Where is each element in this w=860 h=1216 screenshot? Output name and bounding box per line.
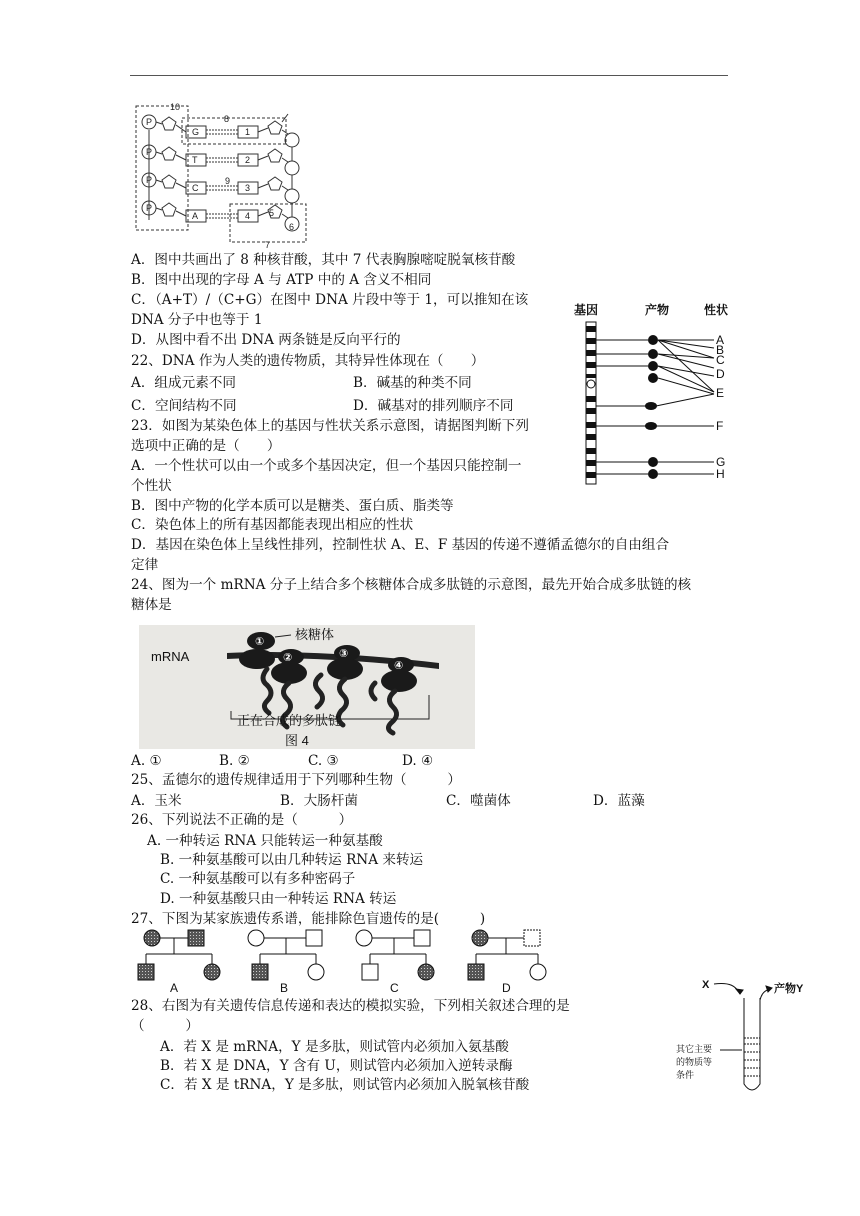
- ribosome-1: ①: [255, 636, 265, 648]
- callout-6: 6: [289, 222, 295, 232]
- polypeptide-label: 正在合成的多肽链: [237, 713, 342, 728]
- ribosome-2: ②: [283, 652, 293, 664]
- trait-h: H: [716, 467, 725, 481]
- q26-option-d: D. 一种氨基酸只由一种转运 RNA 转运: [160, 891, 397, 907]
- q25-option-b: B．大肠杆菌: [280, 793, 358, 809]
- q26-option-a: A. 一种转运 RNA 只能转运一种氨基酸: [147, 833, 383, 849]
- q23-option-d: D．基因在染色体上呈线性排列，控制性状 A、E、F 基因的传递不遵循孟德尔的自由组合: [131, 537, 670, 553]
- phosphate-label: P: [146, 175, 153, 185]
- base-2: 2: [245, 155, 251, 165]
- pedigree-label-d: D: [502, 981, 511, 992]
- q21-option-b: B．图中出现的字母 A 与 ATP 中的 A 含义不相同: [131, 272, 432, 288]
- ribosome-4: ④: [394, 660, 404, 672]
- trait-d: D: [716, 367, 725, 381]
- side-label-3: 条件: [676, 1070, 695, 1080]
- x-label: X: [702, 979, 710, 991]
- q21-option-a: A．图中共画出了 8 种核苷酸，其中 7 代表胸腺嘧啶脱氧核苷酸: [131, 252, 516, 268]
- callout-10: 10: [170, 102, 181, 112]
- callout-7: 7: [265, 240, 271, 250]
- q22-option-b: B．碱基的种类不同: [353, 375, 472, 391]
- q24-option-a: A. ①: [131, 753, 162, 769]
- q22-stem: 22、DNA 作为人类的遗传物质，其特异性体现在（ ）: [131, 353, 485, 369]
- y-label: 产物Y: [774, 983, 804, 995]
- callout-9: 9: [225, 176, 231, 186]
- q23-option-a: A．一个性状可以由一个或多个基因决定，但一个基因只能控制一: [131, 458, 522, 474]
- q22-option-c: C．空间结构不同: [131, 398, 237, 414]
- q24-option-d: D. ④: [402, 753, 434, 769]
- q22-option-a: A．组成元素不同: [131, 375, 236, 391]
- q26-stem: 26、下列说法不正确的是（ ）: [131, 812, 353, 828]
- q28-option-a: A．若 X 是 mRNA，Y 是多肽，则试管内必须加入氨基酸: [160, 1039, 509, 1055]
- trait-f: F: [716, 419, 724, 433]
- q28-option-b: B．若 X 是 DNA，Y 含有 U，则试管内必须加入逆转录酶: [160, 1058, 513, 1074]
- polyribosome-photo: [139, 625, 475, 749]
- base-1: 1: [245, 127, 251, 137]
- base-3: 3: [245, 183, 251, 193]
- phosphate-label: P: [146, 147, 153, 157]
- q28-option-c: C．若 X 是 tRNA，Y 是多肽，则试管内必须加入脱氧核苷酸: [160, 1077, 530, 1093]
- trait-b: B: [716, 343, 725, 357]
- base-c: C: [192, 183, 199, 193]
- mrna-label: mRNA: [151, 649, 190, 664]
- q27-stem: 27、下图为某家族遗传系谱，能排除色盲遗传的是( ): [131, 911, 486, 927]
- q23-stem-2: 选项中正确的是（ ）: [131, 438, 281, 454]
- side-label-1: 其它主要: [676, 1044, 713, 1054]
- q23-option-b: B．图中产物的化学本质可以是糖类、蛋白质、脂类等: [131, 498, 454, 514]
- header-rule: [130, 75, 728, 76]
- header-gene: 基因: [574, 303, 599, 317]
- q23-option-d-cont: 定律: [131, 557, 159, 573]
- callout-5: 5: [269, 208, 275, 218]
- ribosome-3: ③: [339, 648, 349, 660]
- base-t: T: [192, 155, 198, 165]
- q25-option-d: D．蓝藻: [593, 793, 645, 809]
- q23-option-c: C．染色体上的所有基因都能表现出相应的性状: [131, 517, 414, 533]
- pedigree-label-c: C: [390, 981, 399, 992]
- trait-e: E: [716, 386, 725, 400]
- q21-option-d: D．从图中看不出 DNA 两条链是反向平行的: [131, 332, 401, 348]
- pedigree-diagrams: [130, 926, 570, 992]
- q25-option-c: C．噬菌体: [446, 793, 511, 809]
- phosphate-label: P: [146, 117, 153, 127]
- figure-caption: 图 4: [285, 733, 309, 748]
- side-label-2: 的物质等: [676, 1057, 713, 1067]
- dna-fragment-diagram: [132, 100, 312, 250]
- phosphate-label: P: [146, 203, 153, 213]
- pedigree-label-b: B: [280, 981, 289, 992]
- q25-option-a: A．玉米: [131, 793, 182, 809]
- base-g: G: [192, 127, 200, 137]
- ribosome-label: 核糖体: [295, 627, 335, 642]
- q22-option-d: D．碱基对的排列顺序不同: [353, 398, 514, 414]
- q28-stem-2: （ ）: [131, 1018, 199, 1034]
- callout-8: 8: [224, 114, 230, 124]
- q26-option-c: C. 一种氨基酸可以有多种密码子: [160, 871, 356, 887]
- gene-trait-diagram: [568, 296, 748, 492]
- q25-stem: 25、孟德尔的遗传规律适用于下列哪种生物（ ）: [131, 772, 461, 788]
- q24-stem-1: 24、图为一个 mRNA 分子上结合多个核糖体合成多肽链的示意图，最先开始合成多肽链的核: [131, 577, 692, 593]
- header-trait: 性状: [704, 303, 729, 317]
- q21-option-c-cont: DNA 分子中也等于 1: [131, 312, 263, 328]
- header-product: 产物: [645, 303, 670, 317]
- q24-option-b: B. ②: [219, 753, 250, 769]
- base-a: A: [192, 211, 199, 221]
- q24-option-c: C. ③: [308, 753, 339, 769]
- base-4: 4: [245, 211, 251, 221]
- trait-a: A: [716, 333, 725, 347]
- test-tube-diagram: [664, 972, 824, 1102]
- trait-g: G: [716, 455, 726, 469]
- pedigree-label-a: A: [170, 981, 179, 992]
- q24-stem-2: 糖体是: [131, 597, 172, 613]
- q26-option-b: B. 一种氨基酸可以由几种转运 RNA 来转运: [160, 852, 424, 868]
- q23-option-a-cont: 个性状: [131, 478, 172, 494]
- q28-stem-1: 28、右图为有关遗传信息传递和表达的模拟实验，下列相关叙述合理的是: [131, 998, 570, 1014]
- trait-c: C: [716, 353, 725, 367]
- q21-option-c: C．（A+T）/（C+G）在图中 DNA 片段中等于 1，可以推知在该: [131, 292, 529, 308]
- q23-stem-1: 23．如图为某染色体上的基因与性状关系示意图，请据图判断下列: [131, 418, 529, 434]
